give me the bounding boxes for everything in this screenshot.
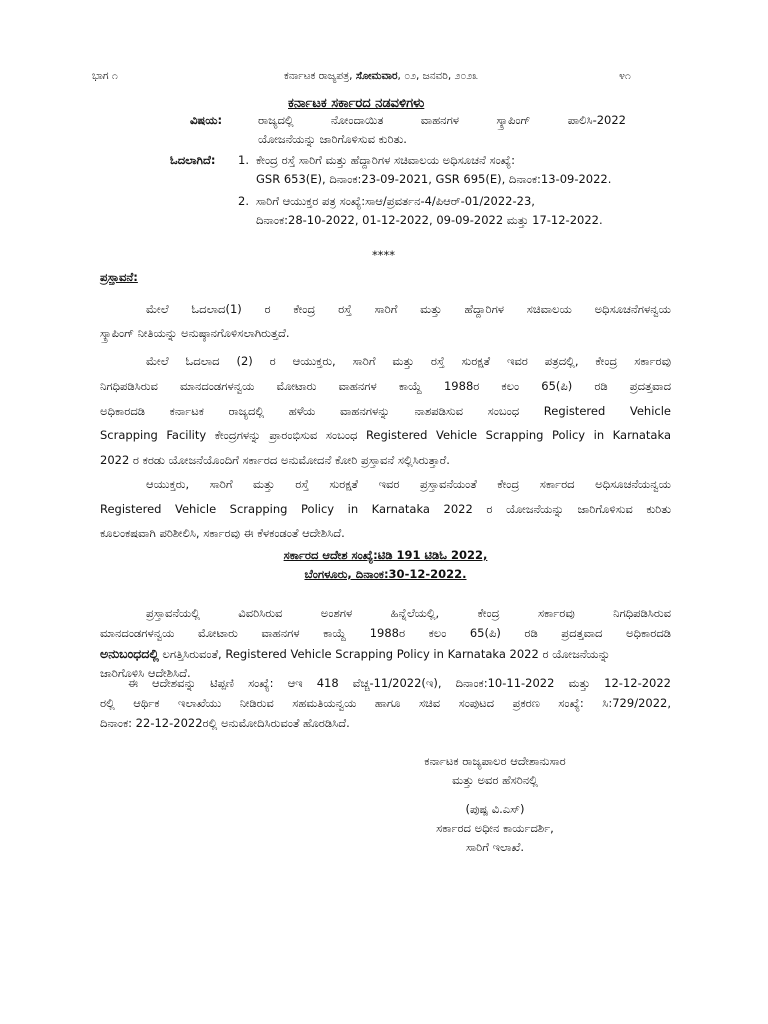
preamble-p2-line-4: Scrapping Facility ಕೇಂದ್ರಗಳನ್ನು ಪ್ರಾರಂಭಿಸುವ ಸಂಬಂಧ Registered Vehicle Scrapping Policy in Karnataka (100, 428, 671, 442)
order-heading (100, 546, 671, 584)
preamble-p1-line-1: ಮೇಲೆ ಓದಲಾದ(1) ರ ಕೇಂದ್ರ ರಸ್ತೆ ಸಾರಿಗೆ ಮತ್ತು ಹೆದ್ದಾರಿಗಳ ಸಚಿವಾಲಯ ಅಧಿಸೂಚನೆಗಳನ್ವಯ (146, 302, 671, 316)
preamble-p3-line-3: ಕೂಲಂಕಷವಾಗಿ ಪರಿಶೀಲಿಸಿ, ಸರ್ಕಾರವು ಈ ಕೆಳಕಂಡಂತೆ ಆದೇಶಿಸಿದೆ. (100, 526, 345, 540)
order-p1-line-2: ಮಾನದಂಡಗಳನ್ವಯ ಮೋಟಾರು ವಾಹನಗಳ ಕಾಯ್ದೆ 1988ರ ಕಲಂ 65(ಪಿ) ರಡಿ ಪ್ರದತ್ತವಾದ ಅಧಿಕಾರದಡಿ (100, 626, 671, 640)
order-p2-line-3: ದಿನಾಂಕ: 22-12-2022ರಲ್ಲಿ ಅನುಮೋದಿಸಿರುವಂತೆ ಹೊರಡಿಸಿದೆ. (100, 716, 350, 730)
annexure-label: ಅನುಬಂಧದಲ್ಲಿ (100, 646, 159, 661)
preamble-p2-line-1: ಮೇಲೆ ಓದಲಾದ (2) ರ ಆಯುಕ್ತರು, ಸಾರಿಗೆ ಮತ್ತು ರಸ್ತೆ ಸುರಕ್ಷತೆ ಇವರ ಪತ್ರದಲ್ಲಿ, ಕೇಂದ್ರ ಸರ್ಕಾರವು (146, 354, 671, 368)
gazette-day: ಸೋಮವಾರ (355, 70, 398, 82)
subject-label: ವಿಷಯ: (190, 113, 223, 127)
reference-1-line-2: GSR 653(E), ದಿನಾಂಕ:23-09-2021, GSR 695(E), ದಿನಾಂಕ:13-09-2022. (256, 172, 612, 186)
references-label: ಓದಲಾಗಿದೆ: (170, 153, 216, 167)
signatory-department: ಸಾರಿಗೆ ಇಲಾಖೆ. (465, 840, 525, 854)
separator: **** (372, 248, 395, 262)
gazette-date: , ೦೨, ಜನವರಿ, ೨೦೨೩ (397, 70, 479, 82)
reference-2-line-2: ದಿನಾಂಕ:28-10-2022, 01-12-2022, 09-09-2022 ಮತ್ತು 17-12-2022. (256, 213, 603, 227)
order-p2-line-1: ಈ ಆದೇಶವನ್ನು ಟಿಪ್ಪಣಿ ಸಂಖ್ಯೆ: ಆಇ 418 ವೆಚ್ಚ-11/2022(ಇ), ದಿನಾಂಕ:10-11-2022 ಮತ್ತು 12-12-2022 (128, 676, 671, 690)
signature-block (370, 752, 620, 790)
order-p1-line-3 (100, 644, 610, 664)
preamble-p3-line-1: ಆಯುಕ್ತರು, ಸಾರಿಗೆ ಮತ್ತು ರಸ್ತೆ ಸುರಕ್ಷತೆ ಇವರ ಪ್ರಸ್ತಾವನೆಯಂತೆ ಕೇಂದ್ರ ಸರ್ಕಾರದ ಅಧಿಸೂಚನೆಯನ್ವಯ (146, 477, 671, 491)
order-place-date: ಬೆಂಗಳೂರು, ದಿನಾಂಕ:30-12-2022. (304, 567, 467, 581)
page-number: ೪೧ (619, 70, 631, 82)
gazette-prefix: ಕರ್ನಾಟಕ ರಾಜ್ಯಪತ್ರ, (284, 70, 356, 82)
order-p1-line-4: ಜಾರಿಗೊಳಿಸಿ ಆದೇಶಿಸಿದೆ. (100, 666, 191, 680)
preamble-p2-line-2: ನಿಗಧಿಪಡಿಸಿರುವ ಮಾನದಂಡಗಳನ್ವಯ ಮೋಟಾರು ವಾಹನಗಳ ಕಾಯ್ದೆ 1988ರ ಕಲಂ 65(ಪಿ) ರಡಿ ಪ್ರದತ್ತವಾದ (100, 379, 671, 393)
document-title: ಕರ್ನಾಟಕ ಸರ್ಕಾರದ ನಡವಳಿಗಳು (288, 96, 425, 111)
signatory-block (370, 800, 620, 857)
signature-authority: ಕರ್ನಾಟಕ ರಾಜ್ಯಪಾಲರ ಆದೇಶಾನುಸಾರ (424, 754, 566, 768)
gazette-part: ಭಾಗ ೧ (92, 70, 118, 82)
signature-authority-2: ಮತ್ತು ಅವರ ಹೆಸರಿನಲ್ಲಿ (452, 773, 538, 787)
order-p1-line-1: ಪ್ರಸ್ತಾವನೆಯಲ್ಲಿ ವಿವರಿಸಿರುವ ಅಂಶಗಳ ಹಿನ್ನೆಲೆಯಲ್ಲಿ, ಕೇಂದ್ರ ಸರ್ಕಾರವು ನಿಗಧಿಪಡಿಸಿರುವ (146, 606, 671, 620)
reference-2-line-1: ಸಾರಿಗೆ ಆಯುಕ್ತರ ಪತ್ರ ಸಂಖ್ಯೆ:ಸಾಆ/ಪ್ರವರ್ತನ-4/ಪಿಆರ್-01/2022-23, (256, 194, 535, 208)
gazette-line (284, 70, 478, 83)
signatory-name: (ಪುಷ್ಪ ವಿ.ಎಸ್) (465, 802, 525, 816)
order-p2-line-2: ರಲ್ಲಿ ಆರ್ಥಿಕ ಇಲಾಖೆಯು ನೀಡಿರುವ ಸಹಮತಿಯನ್ವಯ ಹಾಗೂ ಸಚಿವ ಸಂಪುಟದ ಪ್ರಕರಣ ಸಂಖ್ಯೆ: ಸಿ:729/2022, (100, 696, 671, 710)
preamble-p3-line-2: Registered Vehicle Scrapping Policy in Karnataka 2022 ರ ಯೋಜನೆಯನ್ನು ಜಾರಿಗೊಳಿಸುವ ಕುರಿತು (100, 502, 671, 516)
preamble-heading: ಪ್ರಸ್ತಾವನೆ: (100, 270, 138, 284)
order-p1-line-3-text: ಲಗತ್ತಿಸಿರುವಂತೆ, Registered Vehicle Scrapping Policy in Karnataka 2022 ರ ಯೋಜನೆಯನ್ನು (158, 647, 611, 661)
reference-2-number: 2. (238, 194, 249, 208)
signatory-designation: ಸರ್ಕಾರದ ಅಧೀನ ಕಾರ್ಯದರ್ಶಿ, (436, 821, 554, 835)
preamble-p2-line-3: ಅಧಿಕಾರದಡಿ ಕರ್ನಾಟಕ ರಾಜ್ಯದಲ್ಲಿ ಹಳೆಯ ವಾಹನಗಳನ್ನು ನಾಶಪಡಿಸುವ ಸಂಬಂಧ Registered Vehicle (100, 404, 671, 418)
preamble-p2-line-5: 2022 ರ ಕರಡು ಯೋಜನೆಯೊಂದಿಗೆ ಸರ್ಕಾರದ ಅನುಮೋದನೆ ಕೋರಿ ಪ್ರಸ್ತಾವನೆ ಸಲ್ಲಿಸಿರುತ್ತಾರೆ. (100, 453, 450, 467)
preamble-p1-line-2: ಸ್ಕ್ರಾಪಿಂಗ್ ನೀತಿಯನ್ನು ಅನುಷ್ಠಾನಗೊಳಿಸಲಾಗಿರುತ್ತದೆ. (100, 326, 290, 340)
reference-1-line-1: ಕೇಂದ್ರ ರಸ್ತೆ ಸಾರಿಗೆ ಮತ್ತು ಹೆದ್ದಾರಿಗಳ ಸಚಿವಾಲಯ ಅಧಿಸೂಚನೆ ಸಂಖ್ಯೆ: (256, 153, 515, 167)
order-number: ಸರ್ಕಾರದ ಆದೇಶ ಸಂಖ್ಯೆ:ಟಿಡಿ 191 ಟಿಡಿಓ 2022, (283, 548, 488, 562)
subject-line-2: ಯೋಜನೆಯನ್ನು ಜಾರಿಗೊಳಿಸುವ ಕುರಿತು. (258, 132, 407, 146)
reference-1-number: 1. (238, 153, 249, 167)
subject-line-1: ರಾಜ್ಯದಲ್ಲಿ ನೋಂದಾಯಿತ ವಾಹನಗಳ ಸ್ಕ್ರಾಪಿಂಗ್ ಪಾಲಿಸಿ-2022 (258, 113, 626, 127)
